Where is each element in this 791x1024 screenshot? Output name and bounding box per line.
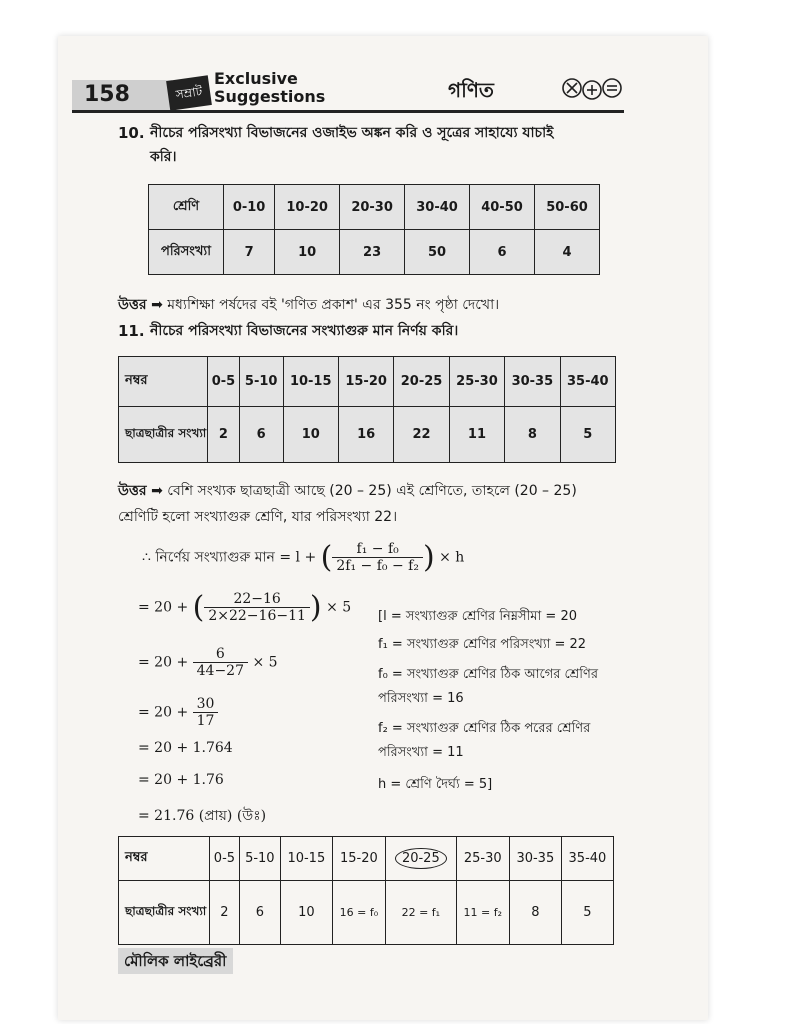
q11-class-cell: 30-35 [505,357,560,407]
q10-class-cell: 40-50 [470,185,535,230]
q11-answer-line1 [118,480,638,502]
t2-class-cell: 25-30 [456,837,509,881]
note-h: h = শ্রেণি দৈর্ঘ্য = 5] [378,777,493,792]
footer-library: মৌলিক লাইব্রেরী [118,948,233,974]
step3-pre: = 20 + [138,704,189,721]
q11-class-header: নম্বর [119,357,208,407]
t2-freq-cell: 10 [280,881,332,945]
formula-intro: ∴ নির্ণেয় সংখ্যাগুরু মান = [142,549,292,566]
q11-class-cell: 25-30 [449,357,504,407]
q11-freq-cell: 8 [505,407,560,463]
step4: = 20 + 1.764 [138,740,233,756]
subject-title: গণিত [448,78,494,102]
q10-class-cell: 0-10 [224,185,275,230]
q10-answer [118,294,638,316]
header-exclusive: Exclusive [214,69,298,88]
paren-open: ( [192,590,205,625]
step3-fraction [193,696,219,729]
q11-freq-cell: 11 [449,407,504,463]
step2-denominator: 44−27 [196,663,244,679]
t2-freq-cell: 8 [509,881,561,945]
q11-class-cell: 20-25 [394,357,449,407]
formula-l: l + [295,549,317,566]
q10-answer-label: উত্তর [118,297,147,313]
step1 [138,590,351,625]
q11-class-cell: 10-15 [283,357,338,407]
q10-text-line2: করি। [150,149,177,165]
step3-denominator: 17 [196,713,215,729]
q11-freq-cell: 16 [338,407,393,463]
mode-formula [142,540,464,575]
t2-class-cell: 35-40 [561,837,613,881]
q10-class-header: শ্রেণি [149,185,224,230]
step1-pre: = 20 + [138,599,189,616]
t2-modal-class-cell [385,837,456,881]
note-f0-line2: পরিসংখ্যা = 16 [378,691,464,706]
q11-answer-line2: শ্রেণিটি হলো সংখ্যাগুরু শ্রেণি, যার পরিসংখ্যা 22। [118,509,398,525]
q11-class-cell: 35-40 [560,357,615,407]
q11-freq-cell: 10 [283,407,338,463]
q10-number: 10. [118,124,145,142]
math-symbols-icon [560,74,624,106]
t2-freq-cell: 11 = f₂ [456,881,509,945]
header-rule [72,110,624,113]
q11-number: 11. [118,322,145,340]
q11-text: নীচের পরিসংখ্যা বিভাজনের সংখ্যাগুরু মান নির্ণয় করি। [150,323,459,339]
q11-freq-cell: 6 [239,407,283,463]
t2-class-cell: 5-10 [239,837,280,881]
step5: = 20 + 1.76 [138,772,224,788]
q11-annotated-table [118,836,614,945]
q11-class-cell: 15-20 [338,357,393,407]
note-f0-line1: f₀ = সংখ্যাগুরু শ্রেণির ঠিক আগের শ্রেণির [378,667,598,682]
step2-numerator: 6 [193,646,248,663]
step1-numerator: 22−16 [204,591,310,608]
t2-freq-cell: 22 = f₁ [385,881,456,945]
q10-freq-header: পরিসংখ্যা [149,230,224,275]
t2-class-cell: 15-20 [332,837,385,881]
step6: = 21.76 (প্রায়) (উঃ) [138,808,267,824]
formula-denominator: 2f₁ − f₀ − f₂ [336,558,419,574]
step1-post: × 5 [326,599,352,616]
t2-class-cell: 10-15 [280,837,332,881]
q10-class-cell: 20-30 [340,185,405,230]
q10-answer-text: মধ্যশিক্ষা পর্ষদের বই 'গণিত প্রকাশ' এর 355 নং পৃষ্ঠা দেখো। [167,297,500,313]
publisher-badge: সম্রাট [166,75,212,111]
t2-freq-header: ছাত্রছাত্রীর সংখ্যা [119,881,210,945]
arrow-right-icon: ➡ [151,297,163,313]
q10-freq-cell: 6 [470,230,535,275]
step2 [138,646,278,679]
step3-numerator: 30 [193,696,219,713]
t2-freq-cell: 16 = f₀ [332,881,385,945]
note-l: [l = সংখ্যাগুরু শ্রেণির নিম্নসীমা = 20 [378,609,577,624]
q10-freq-cell: 23 [340,230,405,275]
q10-freq-cell: 4 [534,230,599,275]
q11-freq-cell: 22 [394,407,449,463]
step3 [138,696,218,729]
q10-class-cell: 10-20 [275,185,340,230]
q10-class-cell: 50-60 [534,185,599,230]
q10-freq-cell: 7 [224,230,275,275]
paren-close: ) [422,540,435,575]
paren-open: ( [320,540,333,575]
page-number: 158 [72,80,172,110]
note-f2-line1: f₂ = সংখ্যাগুরু শ্রেণির ঠিক পরের শ্রেণির [378,721,591,736]
q11-answer-text: বেশি সংখ্যক ছাত্রছাত্রী আছে (20 – 25) এই শ্রেণিতে, তাহলে (20 – 25) [167,483,577,499]
step1-fraction [204,591,310,624]
q11-answer-label: উত্তর [118,483,147,499]
t2-freq-cell: 5 [561,881,613,945]
step1-denominator: 2×22−16−11 [208,608,306,624]
q11-class-cell: 5-10 [239,357,283,407]
q11-freq-cell: 5 [560,407,615,463]
t2-class-header: নম্বর [119,837,210,881]
formula-h: × h [439,549,465,566]
t2-freq-cell: 2 [210,881,240,945]
q11-freq-header: ছাত্রছাত্রীর সংখ্যা [119,407,208,463]
step2-pre: = 20 + [138,654,189,671]
q10-freq-cell: 10 [275,230,340,275]
q10-frequency-table [148,184,600,275]
q10-text-line1: নীচের পরিসংখ্যা বিভাজনের ওজাইভ অঙ্কন করি ও সূত্রের সাহায্যে যাচাই [150,125,554,141]
q11-class-cell: 0-5 [208,357,240,407]
note-f2-line2: পরিসংখ্যা = 11 [378,745,464,760]
formula-numerator: f₁ − f₀ [332,541,423,558]
q11-frequency-table [118,356,616,463]
t2-class-cell: 0-5 [210,837,240,881]
note-f1: f₁ = সংখ্যাগুরু শ্রেণির পরিসংখ্যা = 22 [378,637,587,652]
arrow-right-icon: ➡ [151,483,163,499]
step2-fraction [193,646,248,679]
formula-fraction [332,541,423,574]
t2-class-cell: 30-35 [509,837,561,881]
header-suggestions: Suggestions [214,87,326,106]
q10-freq-cell: 50 [405,230,470,275]
step2-post: × 5 [252,654,278,671]
t2-freq-cell: 6 [239,881,280,945]
paren-close: ) [309,590,322,625]
modal-class-circle: 20-25 [395,848,447,869]
q11-freq-cell: 2 [208,407,240,463]
q10-class-cell: 30-40 [405,185,470,230]
